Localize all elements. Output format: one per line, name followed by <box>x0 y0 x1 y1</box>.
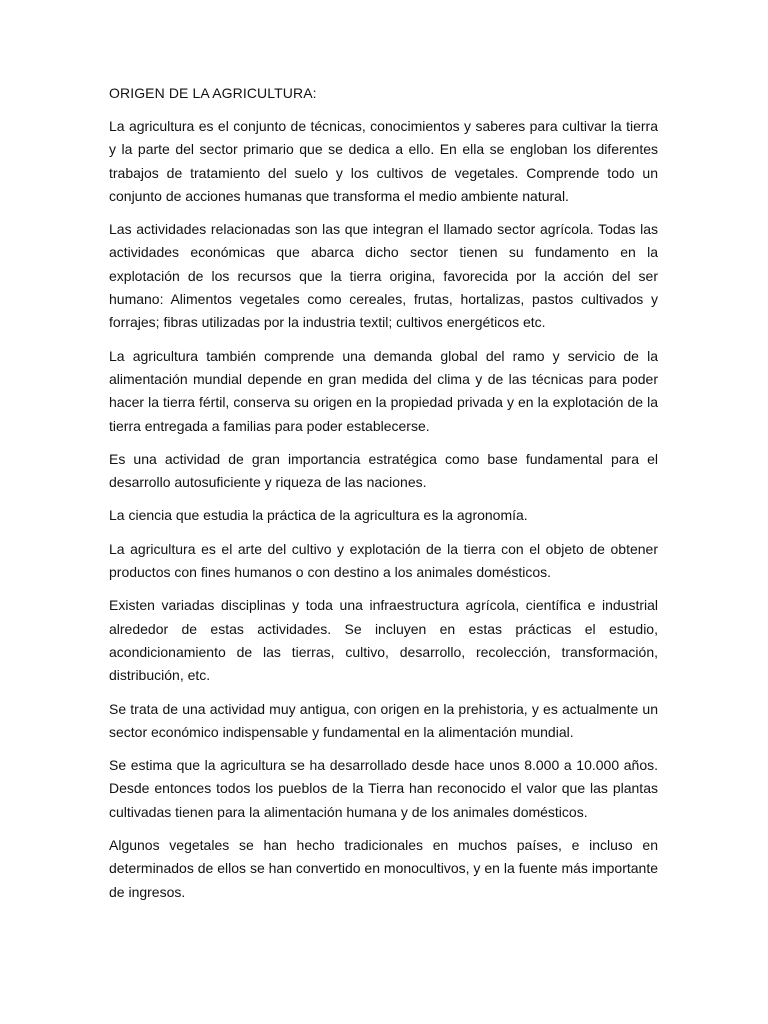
paragraph-definition: La agricultura es el conjunto de técnicas, conocimientos y saberes para cultivar la tierra y la parte del sector primario que se dedica a ello. En ella se engloban los diferentes trabajos de tratamiento del suelo y los cultivos de vegetales. Comprende todo un conjunto de acciones humanas que transforma el medio ambiente natural. <box>109 118 658 204</box>
paragraph-ancient-activity: Se trata de una actividad muy antigua, con origen en la prehistoria, y es actualmente un sector económico indispensable y fundamental en la alimentación mundial. <box>109 700 658 740</box>
paragraph-art-of-cultivation: La agricultura es el arte del cultivo y explotación de la tierra con el objeto de obtener productos con fines humanos o con destino a los animales domésticos. <box>109 540 658 581</box>
paragraph-monocultures: Algunos vegetales se han hecho tradicionales en muchos países, e incluso en determinados de ellos se han convertido en monocultivos, y en la fuente más importante de ingresos. <box>109 837 658 900</box>
paragraph-global-demand: La agricultura también comprende una demanda global del ramo y servicio de la alimentación mundial depende en gran medida del clima y de las técnicas para poder hacer la tierra fértil, conserva su origen en la propiedad privada y en la explotación de la tierra entregada a familias para poder establecerse. <box>109 347 658 434</box>
document-title: ORIGEN DE LA AGRICULTURA: <box>109 85 317 101</box>
document-body <box>109 83 658 914</box>
paragraph-strategic-importance: Es una actividad de gran importancia estratégica como base fundamental para el desarrollo autosuficiente y riqueza de las naciones. <box>109 450 658 491</box>
paragraph-agronomy: La ciencia que estudia la práctica de la agricultura es la agronomía. <box>109 507 528 524</box>
paragraph-history: Se estima que la agricultura se ha desarrollado desde hace unos 8.000 a 10.000 años. Desde entonces todos los pueblos de la Tierra han reconocido el valor que las plantas cultivadas tienen para la alimentación humana y de los animales domésticos. <box>109 757 658 820</box>
paragraph-related-activities: Las actividades relacionadas son las que integran el llamado sector agrícola. Todas las actividades económicas que abarca dicho sector tienen su fundamento en la explotación de los recursos que la tierra origina, favorecida por la acción del ser humano: Alimentos vegetales como cereales, frutas, hortalizas, pastos cultivados y forrajes; fibras utilizadas por la industria textil; cultivos energéticos etc. <box>109 221 658 331</box>
paragraph-disciplines: Existen variadas disciplinas y toda una infraestructura agrícola, científica e industrial alrededor de estas actividades. Se incluyen en estas prácticas el estudio, acondicionamiento de las tierras, cultivo, desarrollo, recolección, transformación, distribución, etc. <box>109 597 658 684</box>
